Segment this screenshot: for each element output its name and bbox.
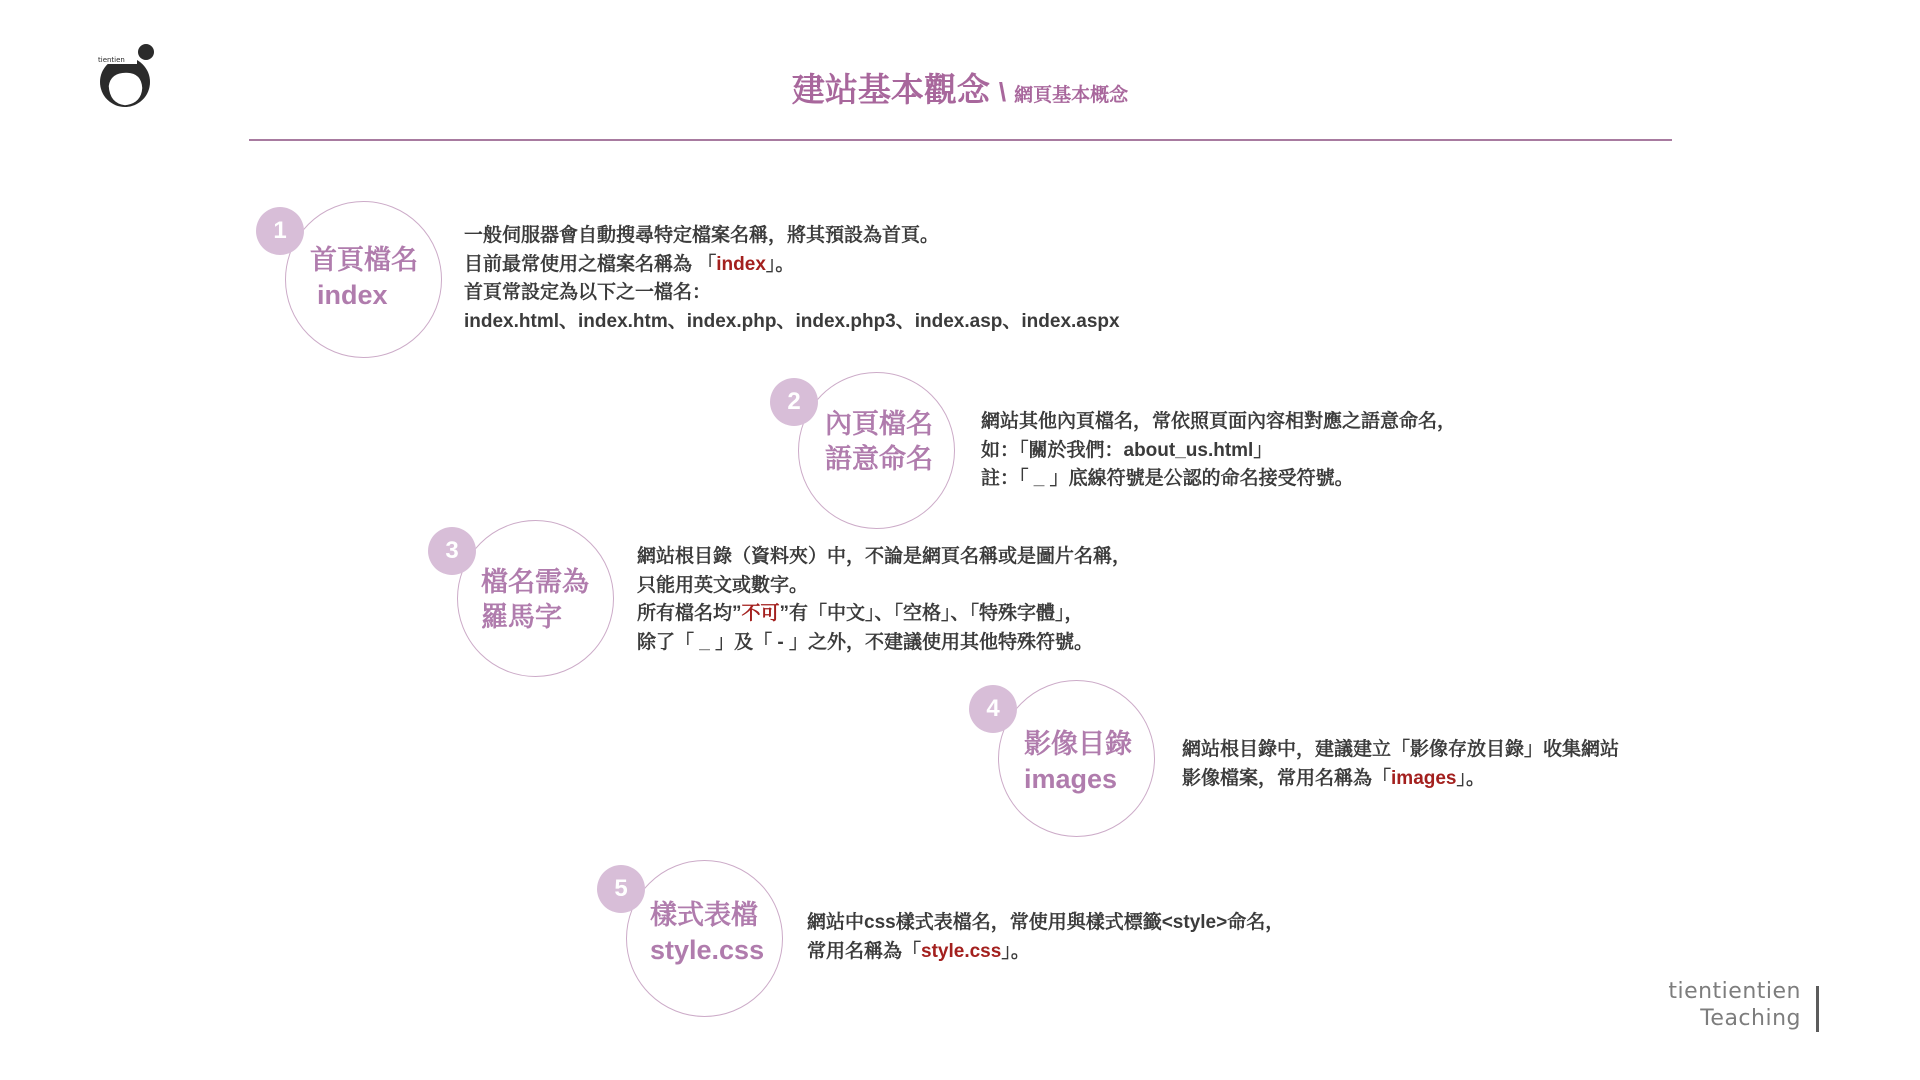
item-2-label-line: 內頁檔名 — [825, 409, 933, 439]
description-line — [637, 543, 1131, 572]
item-2-label-line: 語意命名 — [825, 444, 933, 474]
text: 網站其他內頁檔名，常依照頁面內容相對應之語意命名， — [981, 411, 1457, 432]
text: 常用名稱為「 — [807, 940, 922, 962]
text: index.html、index.htm、index.php、index.php3、index.asp、index.aspx — [464, 310, 1120, 332]
text: 」。 — [765, 253, 795, 275]
text: 影像檔案，常用名稱為「 — [1182, 767, 1392, 789]
item-3-label-line: 羅馬字 — [481, 602, 562, 632]
highlight-text: index — [716, 253, 766, 275]
footer-brand-subtitle: Teaching — [1700, 1006, 1801, 1031]
text: 」。 — [1456, 767, 1486, 789]
description-line — [464, 308, 1120, 337]
item-3-description — [637, 543, 1131, 657]
description-line — [464, 251, 1120, 280]
item-1-description — [464, 222, 1120, 336]
logo-text: tientien — [98, 56, 125, 64]
description-line — [981, 437, 1456, 466]
highlight-text: images — [1391, 767, 1457, 789]
text: 如：「關於我們：about_us.html」 — [981, 439, 1273, 461]
title-separator: \ — [998, 77, 1007, 107]
title-divider — [249, 139, 1672, 141]
page-title — [0, 64, 1920, 111]
item-2-label — [825, 407, 933, 477]
item-2-description — [981, 408, 1456, 494]
text: 網站中css樣式表檔名，常使用與樣式標籤<style>命名， — [807, 912, 1285, 933]
description-line — [807, 909, 1284, 938]
text: 一般伺服器會自動搜尋特定檔案名稱，將其預設為首頁。 — [464, 225, 940, 246]
item-3-label — [481, 565, 589, 635]
text: 目前最常使用之檔案名稱為 「 — [464, 253, 717, 275]
item-5-label-line: style.css — [650, 935, 765, 965]
item-4-label-line: 影像目錄 — [1024, 729, 1132, 759]
item-1-label-line: 首頁檔名 — [310, 245, 418, 275]
footer-brand — [1668, 978, 1801, 1032]
description-line — [637, 572, 1131, 601]
item-3-label-line: 檔名需為 — [481, 567, 589, 597]
description-line — [464, 222, 1120, 251]
description-line — [981, 408, 1456, 437]
highlight-text: 不可 — [741, 603, 780, 624]
text: 首頁常設定為以下之一檔名： — [464, 282, 712, 303]
text: 網站根目錄中，建議建立「影像存放目錄」收集網站 — [1182, 739, 1620, 760]
text: 只能用英文或數字。 — [637, 574, 809, 596]
item-4-label — [1024, 727, 1132, 797]
item-4-badge: 4 — [969, 685, 1017, 733]
item-5-label-line: 樣式表檔 — [650, 900, 758, 930]
description-line — [807, 938, 1284, 967]
description-line — [1182, 765, 1619, 794]
footer-brand-name: tientientien — [1668, 979, 1801, 1004]
item-3-badge: 3 — [428, 527, 476, 575]
description-line — [1182, 736, 1619, 765]
item-1-badge: 1 — [256, 207, 304, 255]
text: 除了「 _ 」及「 - 」之外，不建議使用其他特殊符號。 — [637, 631, 1094, 653]
item-4-label-line: images — [1024, 764, 1118, 794]
item-5-badge: 5 — [597, 865, 645, 913]
text: 所有檔名均” — [637, 603, 742, 624]
item-1-label-line: index — [317, 280, 388, 310]
item-2-badge: 2 — [770, 378, 818, 426]
item-5-label — [650, 898, 764, 968]
description-line — [981, 465, 1456, 494]
item-4-description — [1182, 736, 1619, 793]
item-5-description — [807, 909, 1284, 966]
title-sub: 網頁基本概念 — [1014, 85, 1129, 106]
text: ”有「中文」、「空格」、「特殊字體」， — [779, 603, 1084, 624]
description-line — [637, 600, 1131, 629]
highlight-text: style.css — [921, 940, 1002, 962]
text: 註：「 _ 」底線符號是公認的命名接受符號。 — [981, 468, 1354, 489]
text: 網站根目錄（資料夾）中，不論是網頁名稱或是圖片名稱， — [637, 546, 1132, 567]
title-main: 建站基本觀念 — [791, 71, 990, 108]
description-line — [637, 629, 1131, 658]
footer-bar — [1816, 986, 1819, 1032]
text: 」。 — [1001, 940, 1030, 962]
description-line — [464, 279, 1120, 308]
item-1-label — [310, 243, 418, 313]
